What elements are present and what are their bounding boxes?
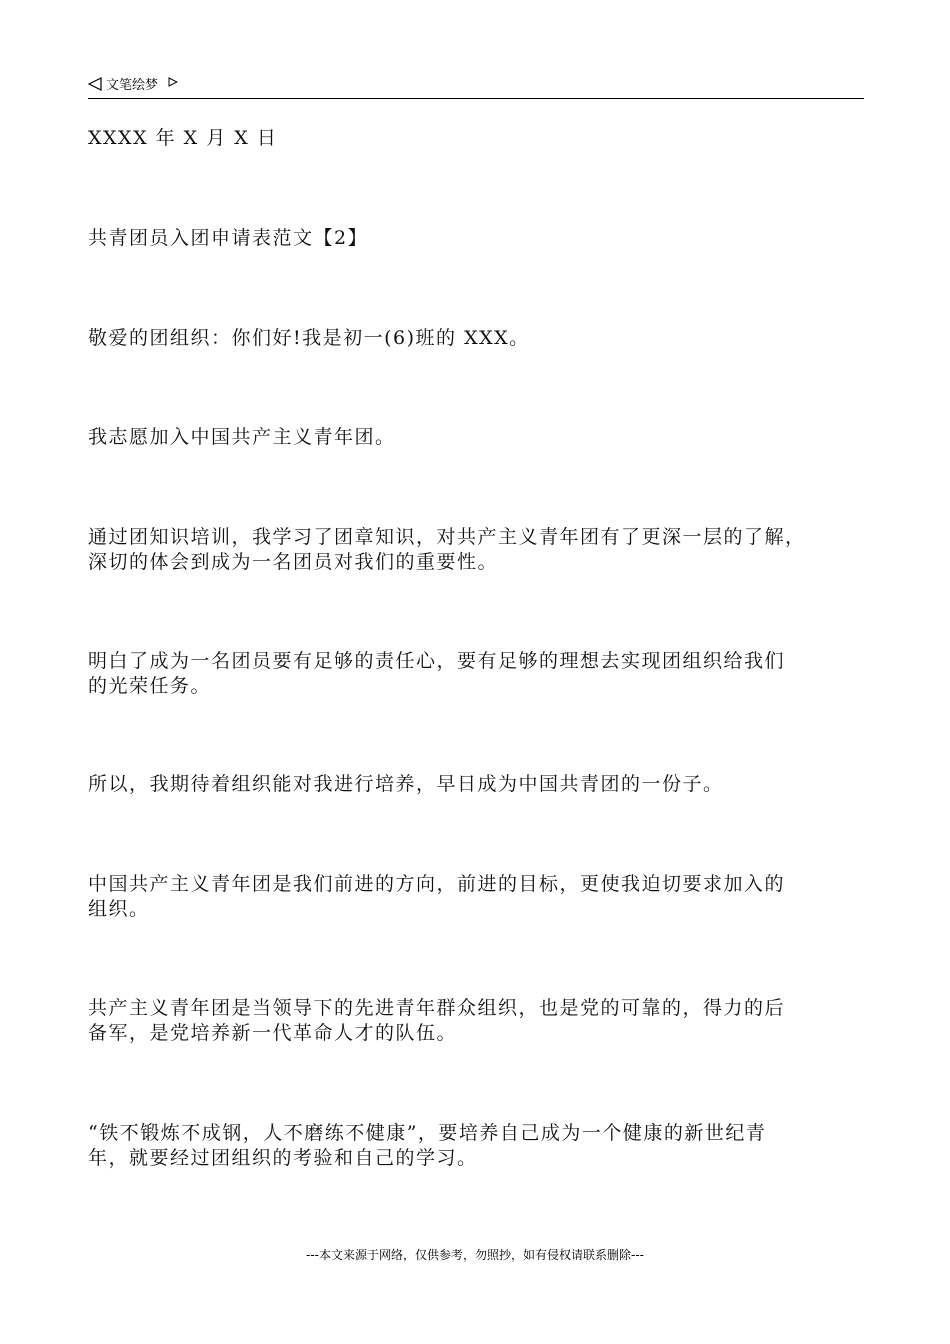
- triangle-right-icon: [168, 76, 178, 86]
- paragraph-direction-line-2: 组织。: [88, 898, 150, 920]
- paragraph-proverb-line-1: “铁不锻炼不成钢，人不磨练不健康”，要培养自己成为一个健康的新世纪青: [88, 1122, 767, 1144]
- paragraph-responsibility-line-1: 明白了成为一名团员要有足够的责任心，要有足够的理想去实现团组织给我们: [88, 650, 786, 672]
- paragraph-intent: 我志愿加入中国共产主义青年团。: [88, 426, 396, 448]
- header-brand: 文笔绘梦: [106, 78, 159, 93]
- triangle-left-icon: [88, 77, 102, 91]
- page-header: [88, 72, 864, 99]
- header-brand-group: [88, 74, 178, 93]
- paragraph-training-line-1: 通过团知识培训，我学习了团章知识，对共产主义青年团有了更深一层的了解，: [88, 526, 806, 548]
- paragraph-direction-line-1: 中国共产主义青年团是我们前进的方向，前进的目标，更使我迫切要求加入的: [88, 873, 786, 895]
- paragraph-organization-line-2: 备军，是党培养新一代革命人才的队伍。: [88, 1022, 458, 1044]
- paragraph-proverb-line-2: 年，就要经过团组织的考验和自己的学习。: [88, 1147, 478, 1169]
- paragraph-organization-line-1: 共产主义青年团是当领导下的先进青年群众组织，也是党的可靠的，得力的后: [88, 997, 786, 1019]
- document-heading: 共青团员入团申请表范文【2】: [88, 227, 369, 249]
- date-line: XXXX 年 X 月 X 日: [88, 127, 278, 149]
- paragraph-greeting: 敬爱的团组织：你们好!我是初一(6)班的 XXX。: [88, 327, 530, 349]
- paragraph-expectation: 所以，我期待着组织能对我进行培养，早日成为中国共青团的一份子。: [88, 773, 724, 795]
- paragraph-training-line-2: 深切的体会到成为一名团员对我们的重要性。: [88, 551, 499, 573]
- paragraph-responsibility-line-2: 的光荣任务。: [88, 675, 212, 697]
- footer-notice: ---本文来源于网络，仅供参考，勿照抄，如有侵权请联系删除---: [306, 1248, 644, 1262]
